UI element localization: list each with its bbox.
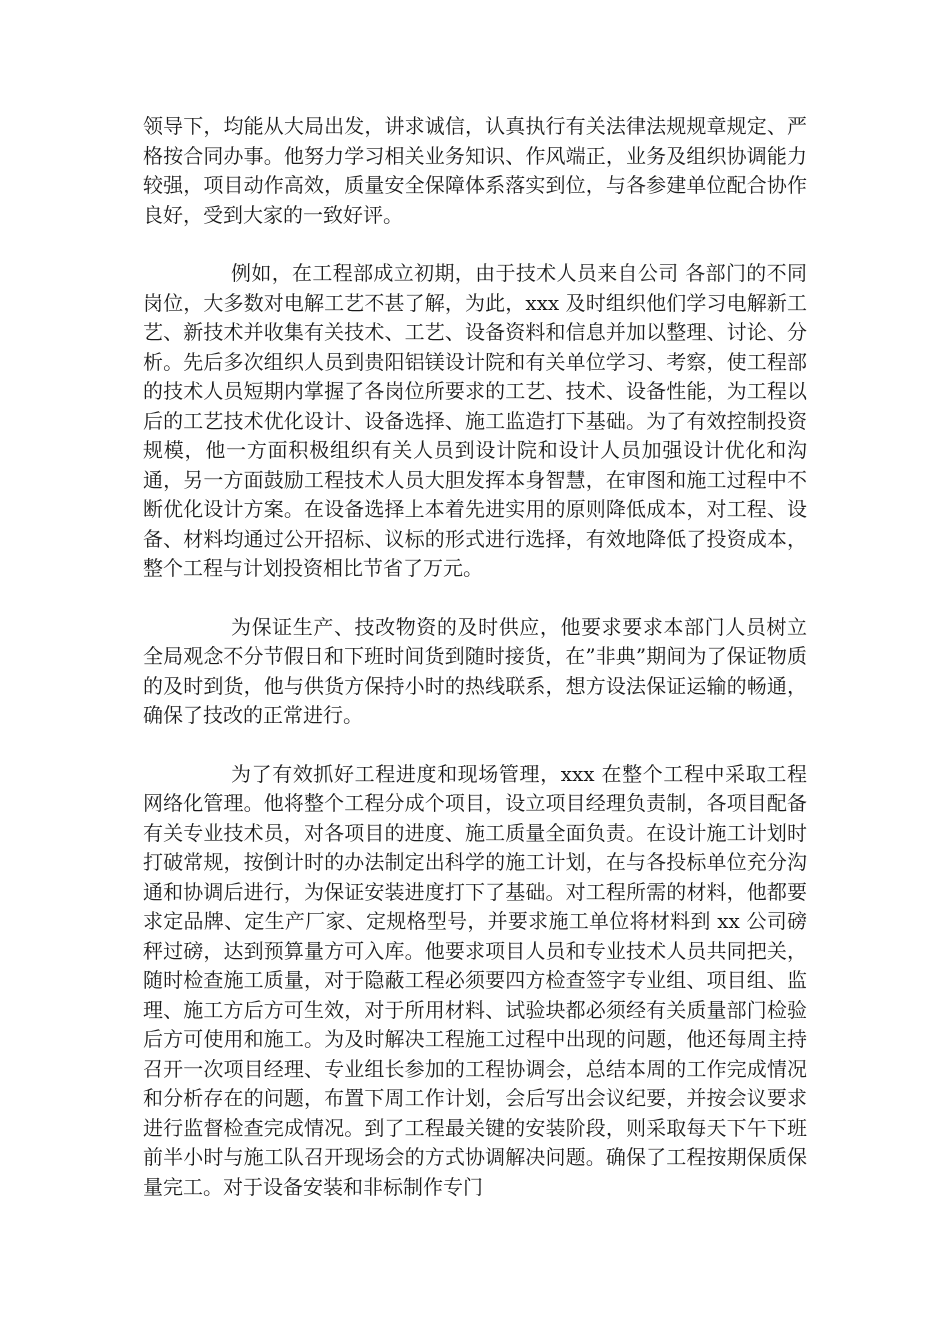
document-body [143,112,807,1231]
paragraph-3: 为保证生产、技改物资的及时供应，他要求要求本部门人员树立全局观念不分节假日和下班时间货到随时接货，在”非典”期间为了保证物质的及时到货，他与供货方保持小时的热线联系，想方设法保证运输的畅通，确保了技改的正常进行。 [143,614,807,727]
paragraph-1: 领导下，均能从大局出发，讲求诚信，认真执行有关法律法规规章规定、严格按合同办事。他努力学习相关业务知识、作风端正，业务及组织协调能力较强，项目动作高效，质量安全保障体系落实到位，与各参建单位配合协作良好，受到大家的一致好评。 [143,114,807,227]
paragraph-4: 为了有效抓好工程进度和现场管理，xxx 在整个工程中采取工程网络化管理。他将整个工程分成个项目，设立项目经理负责制，各项目配备有关专业技术员，对各项目的进度、施工质量全面负责。在设计施工计划时打破常规，按倒计时的办法制定出科学的施工计划，在与各投标单位充分沟通和协调后进行，为保证安装进度打下了基础。对工程所需的材料，他都要求定品牌、定生产厂家、定规格型号，并要求施工单位将材料到 xx 公司磅秤过磅，达到预算量方可入库。他要求项目人员和专业技术人员共同把关，随时检查施工质量，对于隐蔽工程必须要四方检查签字专业组、项目组、监理、施工方后方可生效，对于所用材料、试验块都必须经有关质量部门检验后方可使用和施工。为及时解决工程施工过程中出现的问题，他还每周主持召开一次项目经理、专业组长参加的工程协调会，总结本周的工作完成情况和分析存在的问题，布置下周工作计划，会后写出会议纪要，并按会议要求进行监督检查完成情况。到了工程最关键的安装阶段，则采取每天下午下班前半小时与施工队召开现场会的方式协调解决问题。确保了工程按期保质保量完工。对于设备安装和非标制作专门 [143,761,807,1199]
paragraph-2: 例如，在工程部成立初期，由于技术人员来自公司 各部门的不同岗位，大多数对电解工艺不甚了解，为此，xxx 及时组织他们学习电解新工艺、新技术并收集有关技术、工艺、设备资料和信息并加以整理、讨论、分析。先后多次组织人员到贵阳铝镁设计院和有关单位学习、考察，使工程部的技术人员短期内掌握了各岗位所要求的工艺、技术、设备性能，为工程以后的工艺技术优化设计、设备选择、施工监造打下基础。为了有效控制投资规模，他一方面积极组织有关人员到设计院和设计人员加强设计优化和沟通，另一方面鼓励工程技术人员大胆发挥本身智慧，在审图和施工过程中不断优化设计方案。在设备选择上本着先进实用的原则降低成本，对工程、设备、材料均通过公开招标、议标的形式进行选择，有效地降低了投资成本，整个工程与计划投资相比节省了万元。 [143,261,807,580]
